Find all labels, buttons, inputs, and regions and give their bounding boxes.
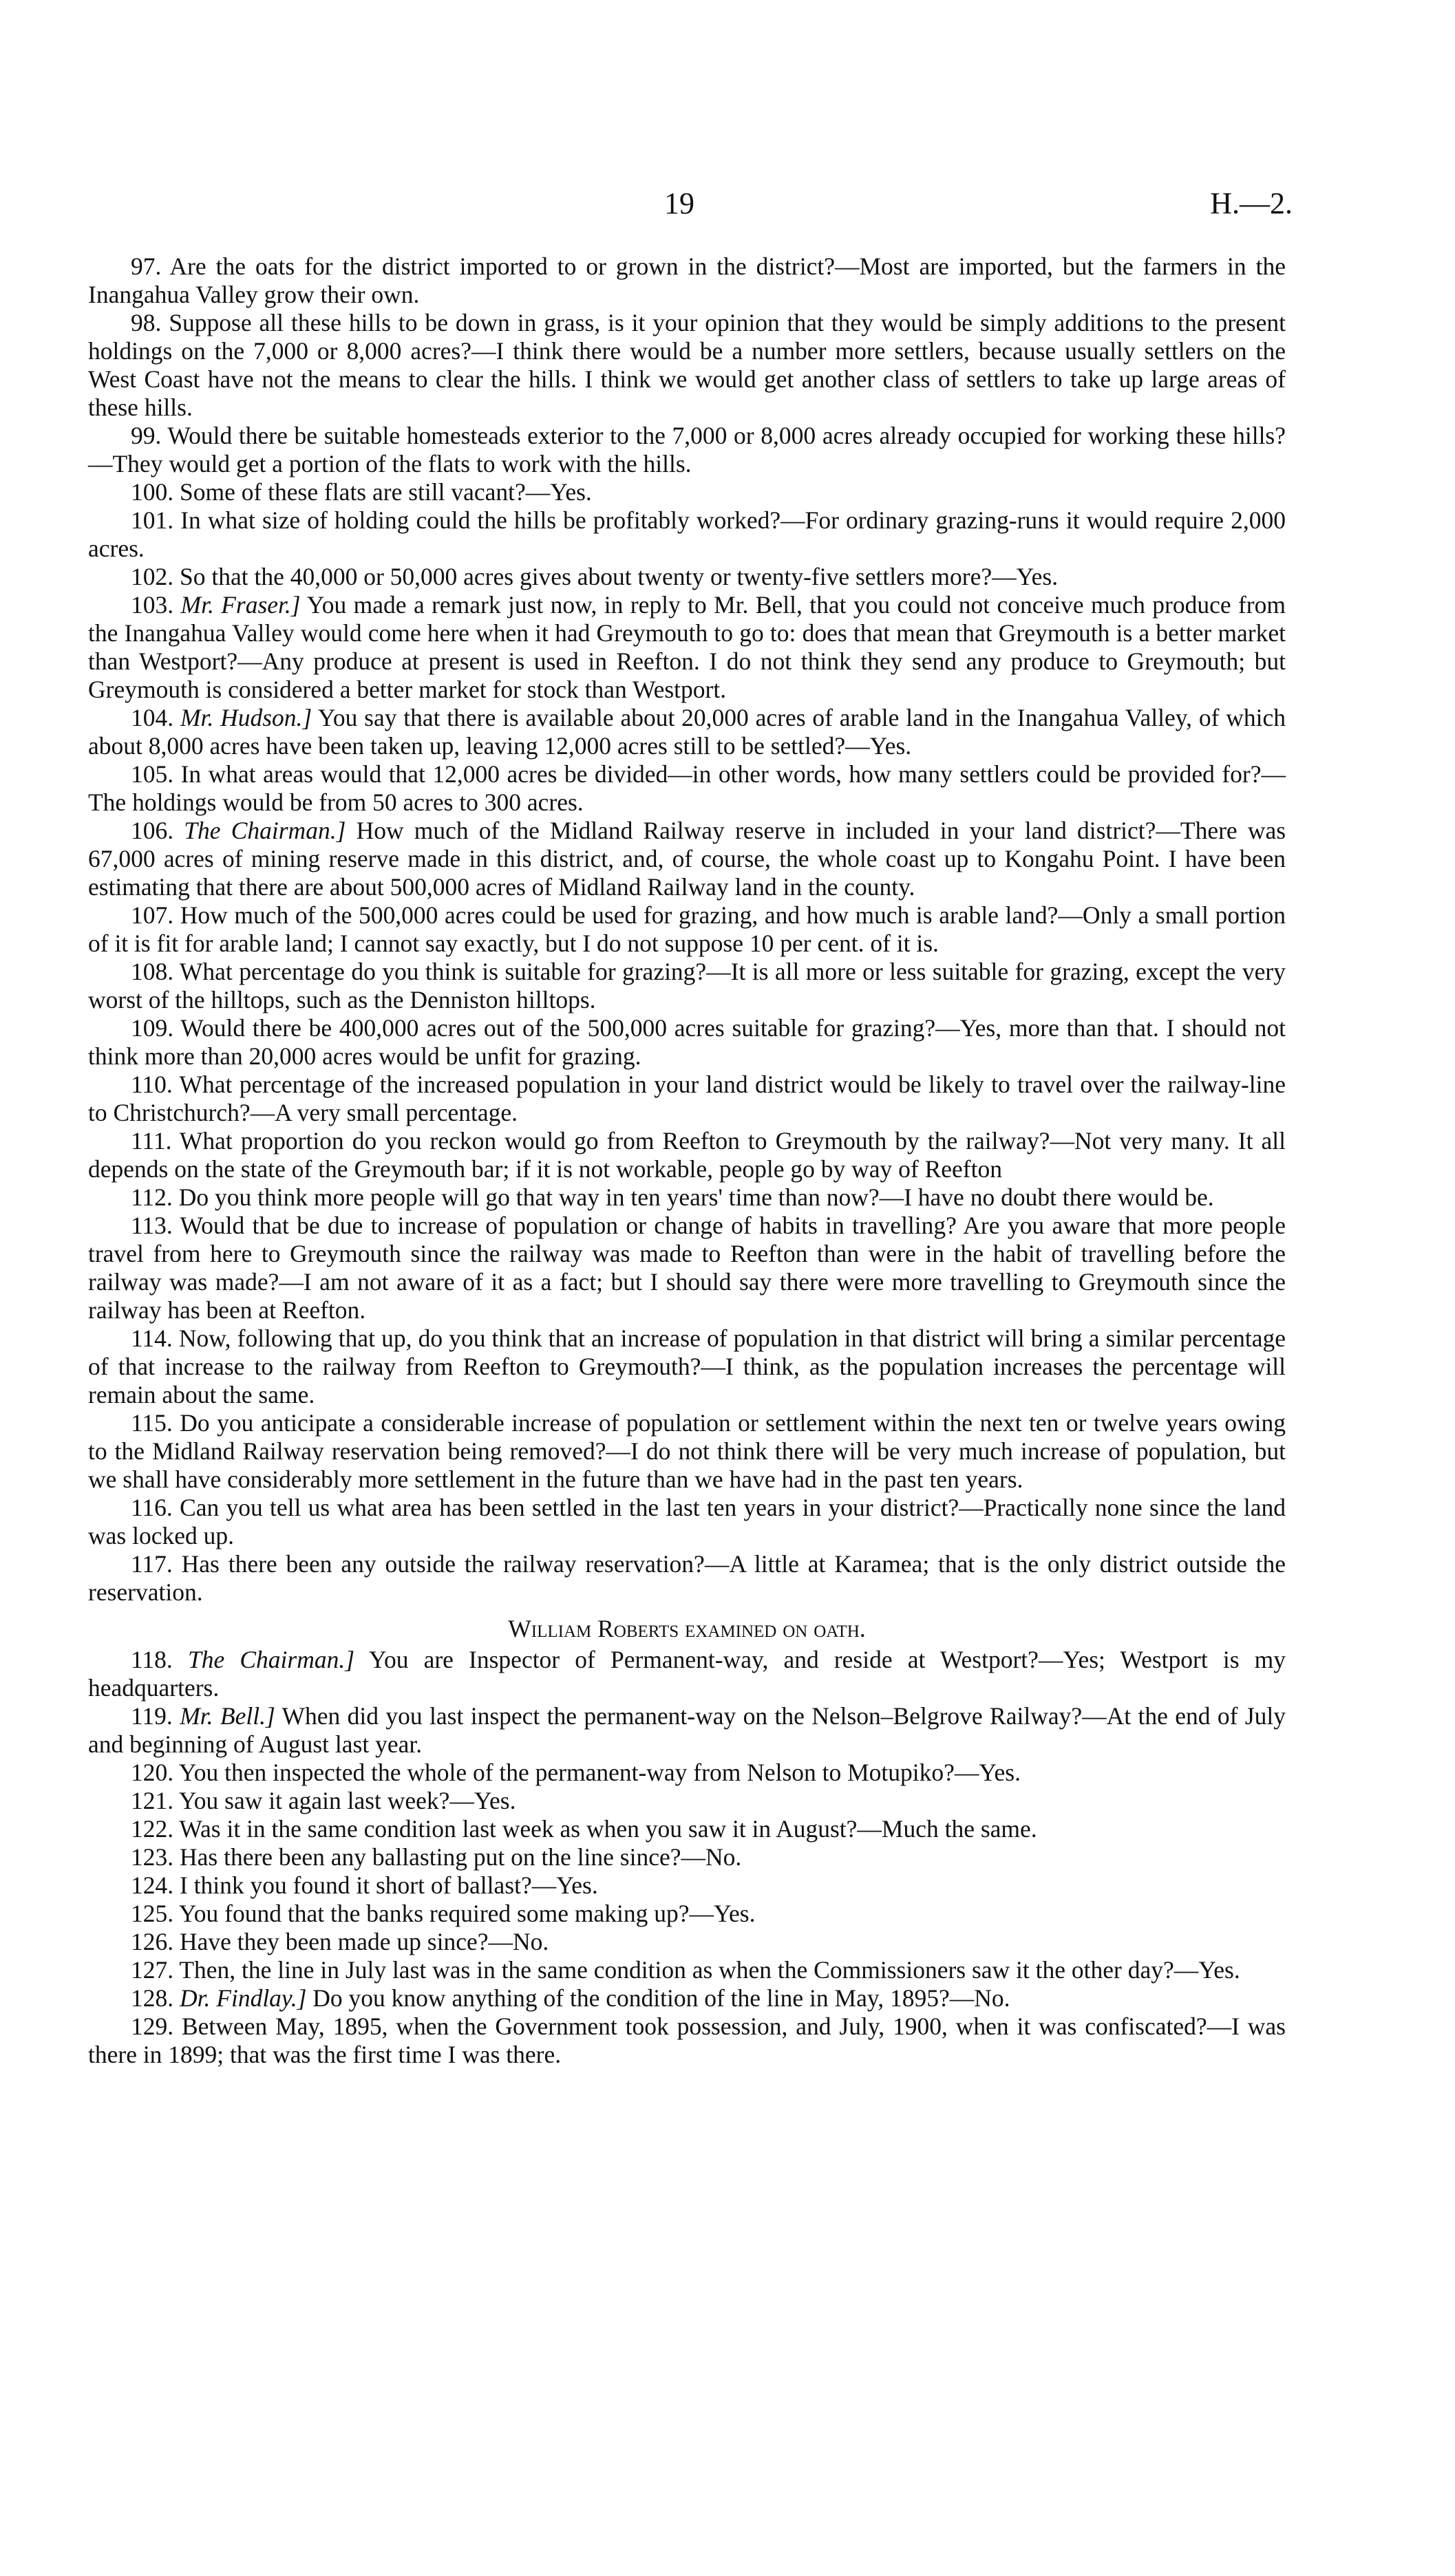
question-number: 125.	[131, 1900, 174, 1927]
question-number: 103.	[131, 591, 174, 619]
question-number: 126.	[131, 1928, 174, 1955]
question-text: Do you know anything of the condition of the line in May, 1895?—No.	[312, 1984, 1010, 2012]
question-number: 109.	[131, 1014, 174, 1042]
question-number: 102.	[131, 563, 174, 590]
question-paragraph	[88, 1324, 1286, 1409]
question-text: You say that there is available about 20,000 acres of arable land in the Inangahua Valley, of which about 8,000 acres have been taken up, leaving 12,000 acres still to be settled?—Yes.	[88, 704, 1286, 760]
question-number: 123.	[131, 1843, 174, 1871]
question-text: Would there be suitable homesteads exterior to the 7,000 or 8,000 acres already occupied for working these hills?—They would get a portion of the flats to work with the hills.	[88, 422, 1286, 477]
question-number: 108.	[131, 958, 174, 985]
question-paragraph	[88, 1014, 1286, 1071]
question-number: 114.	[131, 1324, 173, 1352]
question-text: In what areas would that 12,000 acres be divided—in other words, how many settlers could be provided for?—The holdings would be from 50 acres to 300 acres.	[88, 760, 1286, 816]
question-paragraph	[88, 1071, 1286, 1127]
question-text: How much of the Midland Railway reserve in included in your land district?—There was 67,000 acres of mining reserve made in this district, and, of course, the whole coast up to Kongahu Point. I have been estimating that there are about 500,000 acres of Midland Railway land in the county.	[88, 817, 1286, 901]
speaker-name: Dr. Findlay.]	[180, 1984, 307, 2012]
question-paragraph	[88, 1409, 1286, 1494]
question-text: Suppose all these hills to be down in grass, is it your opinion that they would be simply additions to the present holdings on the 7,000 or 8,000 acres?—I think there would be a number more settlers, because usually settlers on the West Coast have not the means to clear the hills. I think we would get another class of settlers to take up large areas of these hills.	[88, 309, 1286, 421]
question-number: 121.	[131, 1787, 174, 1814]
question-paragraph	[88, 1900, 1286, 1928]
question-paragraph	[88, 1183, 1286, 1212]
question-text: You made a remark just now, in reply to Mr. Bell, that you could not conceive much produce from the Inangahua Valley would come here when it had Greymouth to go to: does that mean that Greymouth is a better market than Westport?—Any produce at present is used in Reefton. I do not think they send any produce to Greymouth; but Greymouth is considered a better market for stock than Westport.	[88, 591, 1286, 703]
question-number: 124.	[131, 1871, 174, 1899]
question-text: Some of these flats are still vacant?—Yes.	[180, 478, 592, 506]
speaker-name: The Chairman.]	[187, 1646, 355, 1673]
question-paragraph	[88, 704, 1286, 760]
page-header	[0, 186, 1455, 227]
question-text: You saw it again last week?—Yes.	[178, 1787, 516, 1814]
question-paragraph	[88, 1871, 1286, 1900]
question-number: 104.	[131, 704, 174, 731]
question-paragraph	[88, 1984, 1286, 2012]
question-text: Do you anticipate a considerable increase of population or settlement within the next ten or twelve years owing to the Midland Railway reservation being removed?—I do not think there will be very much increase of population, but we shall have considerably more settlement in the future than we have had in the past ten years.	[88, 1409, 1286, 1493]
question-paragraph	[88, 1646, 1286, 1702]
question-number: 99.	[131, 422, 162, 449]
question-text: Between May, 1895, when the Government took possession, and July, 1900, when it was confiscated?—I was there in 1899; that was the first time I was there.	[88, 2012, 1286, 2068]
speaker-name: Mr. Fraser.]	[180, 591, 301, 619]
question-paragraph	[88, 478, 1286, 506]
question-paragraph	[88, 253, 1286, 309]
question-text: In what size of holding could the hills be profitably worked?—For ordinary grazing-runs it would require 2,000 acres.	[88, 506, 1286, 562]
question-number: 116.	[131, 1494, 173, 1521]
question-paragraph	[88, 2012, 1286, 2069]
question-number: 113.	[131, 1212, 173, 1239]
question-text: Can you tell us what area has been settled in the last ten years in your district?—Practically none since the land was locked up.	[88, 1494, 1286, 1549]
question-paragraph	[88, 1787, 1286, 1815]
question-number: 111.	[131, 1127, 172, 1155]
question-text: When did you last inspect the permanent-way on the Nelson–Belgrove Railway?—At the end of July and beginning of August last year.	[88, 1702, 1286, 1758]
question-text: Would there be 400,000 acres out of the 500,000 acres suitable for grazing?—Yes, more than that. I should not think more than 20,000 acres would be unfit for grazing.	[88, 1014, 1286, 1070]
question-paragraph	[88, 309, 1286, 422]
question-text: Do you think more people will go that way in ten years' time than now?—I have no doubt there would be.	[178, 1183, 1214, 1211]
question-paragraph	[88, 563, 1286, 591]
question-text: Now, following that up, do you think that an increase of population in that district will bring a similar percentage of that increase to the railway from Reefton to Greymouth?—I think, as the population increases the percentage will remain about the same.	[88, 1324, 1286, 1408]
question-text: I think you found it short of ballast?—Yes.	[180, 1871, 598, 1899]
question-number: 101.	[131, 506, 174, 534]
question-number: 120.	[131, 1759, 174, 1786]
evidence-text	[88, 253, 1286, 2069]
question-paragraph	[88, 506, 1286, 563]
question-text: Would that be due to increase of population or change of habits in travelling? Are you aware that more people travel from here to Greymouth since the railway was made to Reefton than were in the habit of travelling before the railway was made?—I am not aware of it as a fact; but I should say there were more travelling to Greymouth since the railway has been at Reefton.	[88, 1212, 1286, 1324]
question-text: Have they been made up since?—No.	[180, 1928, 549, 1955]
question-number: 97.	[131, 253, 162, 280]
question-number: 105.	[131, 760, 174, 788]
question-number: 129.	[131, 2012, 174, 2040]
question-paragraph	[88, 901, 1286, 958]
question-number: 127.	[131, 1956, 174, 1984]
question-number: 98.	[131, 309, 162, 336]
question-paragraph	[88, 1127, 1286, 1183]
question-text: What percentage do you think is suitable for grazing?—It is all more or less suitable for grazing, except the very worst of the hilltops, such as the Denniston hilltops.	[88, 958, 1286, 1013]
question-paragraph	[88, 1928, 1286, 1956]
speaker-name: Mr. Hudson.]	[180, 704, 312, 731]
question-paragraph	[88, 591, 1286, 704]
question-paragraph	[88, 1702, 1286, 1759]
question-text: So that the 40,000 or 50,000 acres gives about twenty or twenty-five settlers more?—Yes.	[180, 563, 1059, 590]
question-text: Has there been any ballasting put on the line since?—No.	[180, 1843, 742, 1871]
question-number: 115.	[131, 1409, 173, 1437]
question-paragraph	[88, 958, 1286, 1014]
question-number: 106.	[131, 817, 174, 844]
question-text: You found that the banks required some making up?—Yes.	[178, 1900, 756, 1927]
question-text: How much of the 500,000 acres could be used for grazing, and how much is arable land?—Only a small portion of it is fit for arable land; I cannot say exactly, but I do not suppose 10 per cent. of it is.	[88, 901, 1286, 957]
question-paragraph	[88, 1550, 1286, 1607]
question-paragraph	[88, 422, 1286, 478]
speaker-name: Mr. Bell.]	[180, 1702, 275, 1730]
question-number: 119.	[131, 1702, 173, 1730]
question-paragraph	[88, 1843, 1286, 1871]
question-text: Was it in the same condition last week as when you saw it in August?—Much the same.	[179, 1815, 1037, 1843]
question-text: What proportion do you reckon would go from Reefton to Greymouth by the railway?—Not very many. It all depends on the state of the Greymouth bar; if it is not workable, people go by way of Reefton	[88, 1127, 1286, 1183]
question-text: Has there been any outside the railway reservation?—A little at Karamea; that is the only district outside the reservation.	[88, 1550, 1286, 1606]
question-paragraph	[88, 1759, 1286, 1787]
question-paragraph	[88, 817, 1286, 901]
question-number: 107.	[131, 901, 174, 929]
document-reference: H.—2.	[1210, 186, 1293, 220]
question-paragraph	[88, 1956, 1286, 1984]
question-number: 100.	[131, 478, 174, 506]
questions-section-1	[88, 253, 1286, 1607]
question-text: Are the oats for the district imported to or grown in the district?—Most are imported, but the farmers in the Inangahua Valley grow their own.	[88, 253, 1286, 308]
questions-section-2	[88, 1646, 1286, 2069]
question-text: Then, the line in July last was in the same condition as when the Commissioners saw it the other day?—Yes.	[179, 1956, 1240, 1984]
speaker-name: The Chairman.]	[184, 817, 346, 844]
question-number: 122.	[131, 1815, 174, 1843]
question-text: What percentage of the increased population in your land district would be likely to travel over the railway-line to Christchurch?—A very small percentage.	[88, 1071, 1286, 1126]
question-number: 117.	[131, 1550, 173, 1578]
question-number: 118.	[131, 1646, 173, 1673]
question-paragraph	[88, 1494, 1286, 1550]
question-paragraph	[88, 1815, 1286, 1843]
question-text: You are Inspector of Permanent-way, and reside at Westport?—Yes; Westport is my headquarters.	[88, 1646, 1286, 1702]
witness-heading: William Roberts examined on oath.	[508, 1615, 866, 1642]
question-number: 110.	[131, 1071, 173, 1098]
question-number: 128.	[131, 1984, 174, 2012]
question-paragraph	[88, 1212, 1286, 1324]
question-text: You then inspected the whole of the permanent-way from Nelson to Motupiko?—Yes.	[178, 1759, 1021, 1786]
page-number: 19	[664, 186, 694, 220]
question-number: 112.	[131, 1183, 173, 1211]
question-paragraph	[88, 760, 1286, 817]
